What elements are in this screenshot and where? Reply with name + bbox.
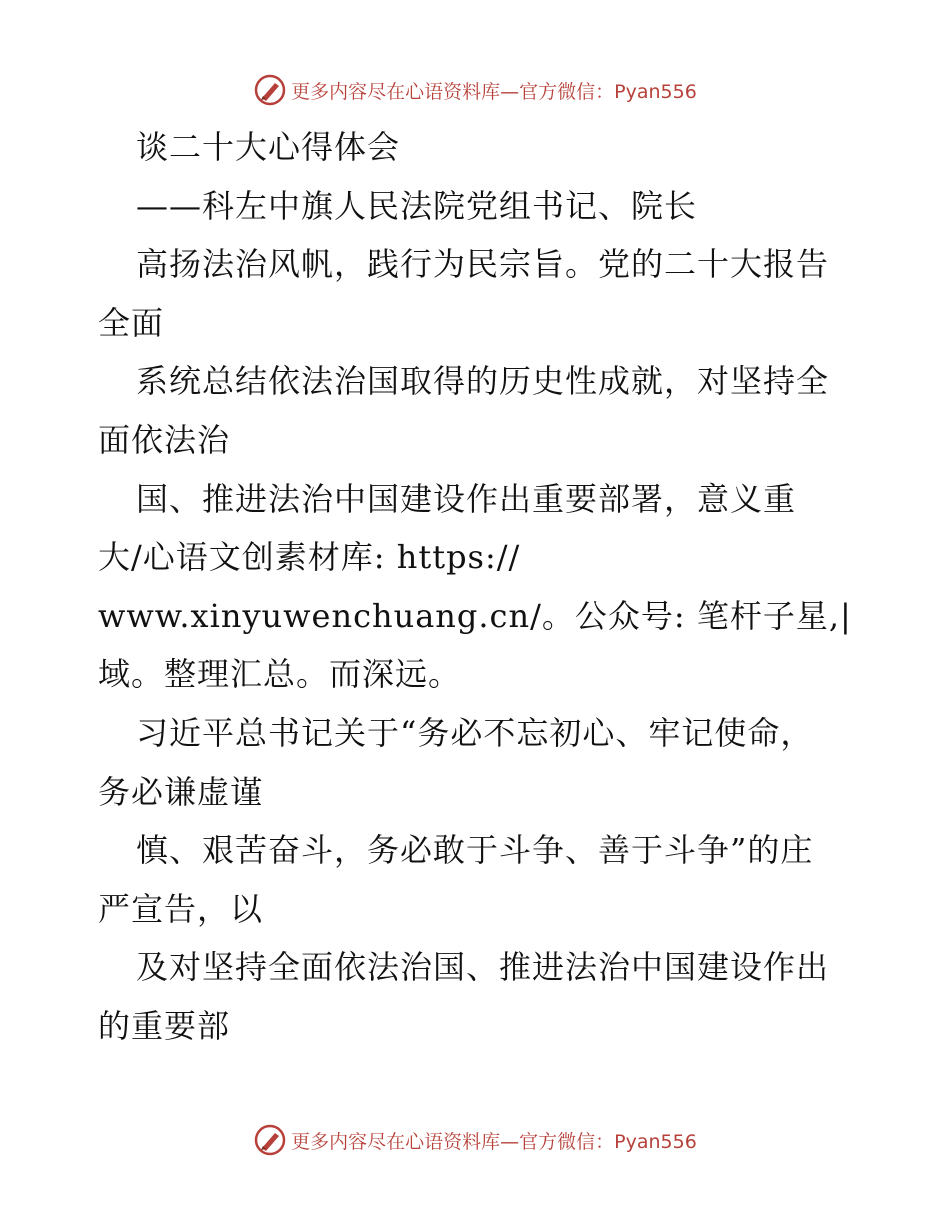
paragraph-line: 慎、艰苦奋斗，务必敢于斗争、善于斗争”的庄 bbox=[136, 831, 814, 870]
paragraph-line: 国、推进法治中国建设作出重要部署，意义重 bbox=[136, 479, 797, 518]
paragraph-line: 的重要部 bbox=[98, 1006, 231, 1045]
paragraph-line: 系统总结依法治国取得的历史性成就，对坚持全 bbox=[136, 362, 830, 401]
doc-title: 谈二十大心得体会 bbox=[136, 128, 401, 166]
header-banner-text: 更多内容尽在心语资料库—官方微信：Pyan556 bbox=[291, 80, 697, 103]
paragraph-line: 习近平总书记关于“务必不忘初心、牢记使命， bbox=[136, 713, 814, 752]
paragraph-line: 大/心语文创素材库: https:// bbox=[98, 538, 521, 577]
paragraph-line: www.xinyuwenchuang.cn/。公众号: 笔杆子星,| bbox=[98, 596, 852, 635]
pen-circle-logo-icon bbox=[253, 73, 287, 107]
paragraph-line: 严宣告，以 bbox=[98, 889, 264, 928]
paragraph-line: 务必谦虚谨 bbox=[98, 772, 264, 811]
paragraph-line: 及对坚持全面依法治国、推进法治中国建设作出 bbox=[136, 948, 830, 987]
footer-banner-text: 更多内容尽在心语资料库—官方微信：Pyan556 bbox=[291, 1130, 697, 1153]
document-body bbox=[98, 118, 858, 1056]
header-banner bbox=[0, 70, 950, 110]
footer-banner bbox=[0, 1120, 950, 1160]
pen-circle-logo-icon bbox=[253, 1123, 287, 1157]
paragraph-line: 全面 bbox=[98, 303, 165, 342]
paragraph-line: 域。整理汇总。而深远。 bbox=[98, 655, 462, 694]
doc-subtitle: ——科左中旗人民法院党组书记、院长 bbox=[136, 186, 698, 225]
paragraph-line: 高扬法治风帆，践行为民宗旨。党的二十大报告 bbox=[136, 245, 830, 284]
paragraph-line: 面依法治 bbox=[98, 420, 231, 459]
